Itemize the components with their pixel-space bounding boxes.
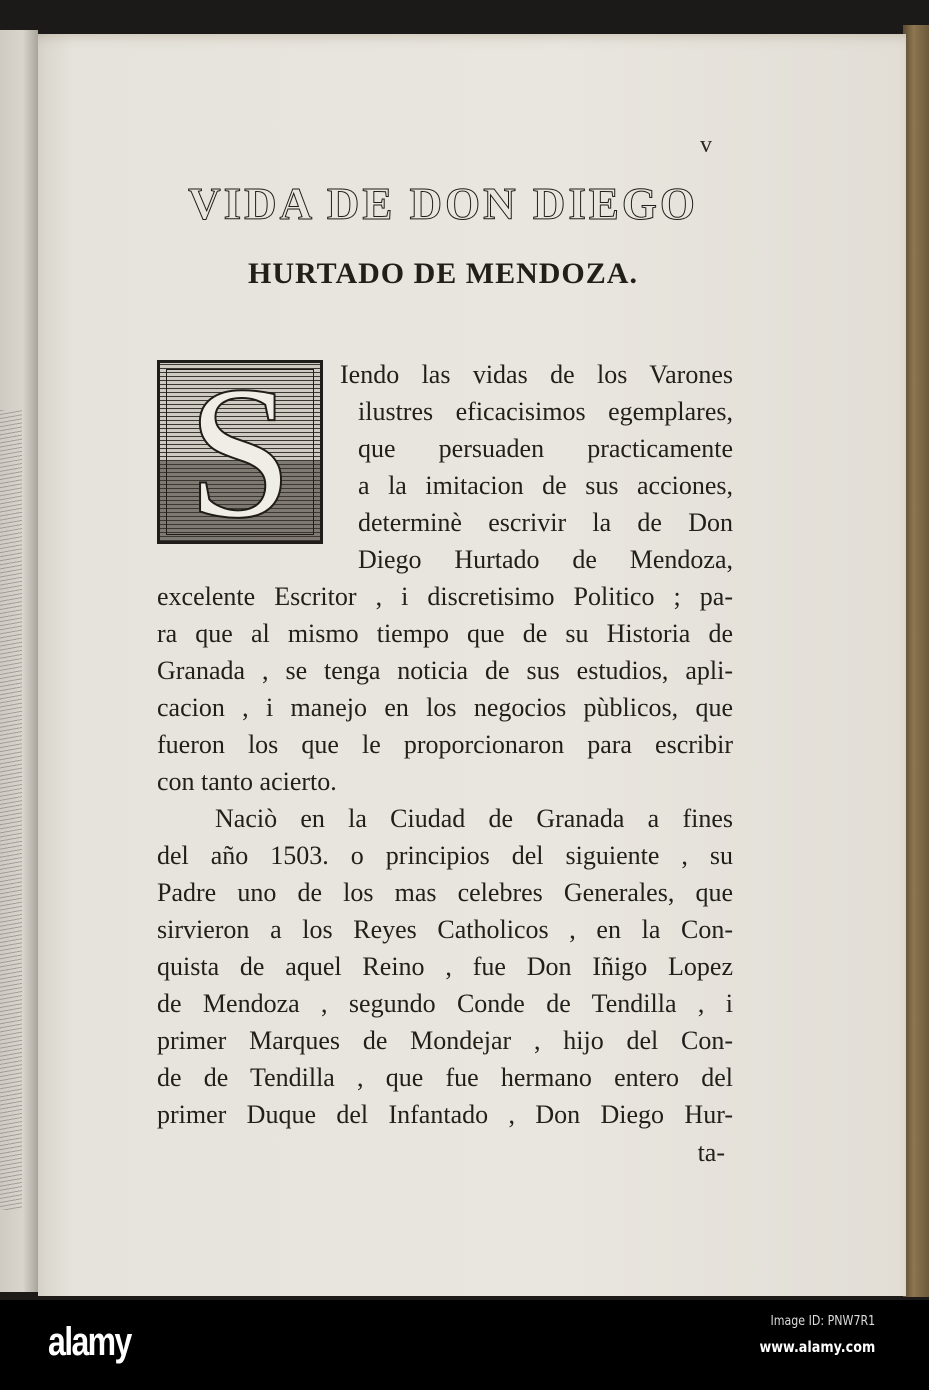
image-id: Image ID: PNW7R1 (770, 1314, 875, 1329)
text-line: Diego Hurtado de Mendoza, (358, 545, 733, 574)
text-line: primer Marques de Mondejar , hijo del Con- (157, 1026, 733, 1055)
text-line: primer Duque del Infantado , Don Diego Hur- (157, 1100, 733, 1129)
catchword: ta- (697, 1138, 725, 1167)
engraving-fragment (0, 410, 22, 1210)
alamy-logo: alamy (48, 1320, 131, 1364)
drop-cap-letter: S (187, 360, 293, 544)
page-title: VIDA DE DON DIEGO (188, 179, 698, 229)
site-url: www.alamy.com (759, 1338, 875, 1356)
text-line: de de Tendilla , que fue hermano entero del (157, 1063, 733, 1092)
text-line: cacion , i manejo en los negocios pùblicos, que (157, 693, 733, 722)
book-cover-edge (903, 25, 929, 1297)
text-line: a la imitacion de sus acciones, (358, 471, 733, 500)
footer-bar (0, 1300, 929, 1390)
text-line: Padre uno de los mas celebres Generales, que (157, 878, 733, 907)
text-line: que persuaden practicamente (358, 434, 733, 463)
text-line: ra que al mismo tiempo que de su Historia de (157, 619, 733, 648)
page-number: v (700, 132, 712, 158)
text-line: determinè escrivir la de Don (358, 508, 733, 537)
text-line: sirvieron a los Reyes Catholicos , en la Con- (157, 915, 733, 944)
text-line: de Mendoza , segundo Conde de Tendilla , i (157, 989, 733, 1018)
text-line: Granada , se tenga noticia de sus estudios, apli- (157, 656, 733, 685)
page-subtitle: HURTADO DE MENDOZA. (248, 257, 638, 290)
text-line: Naciò en la Ciudad de Granada a fines (215, 804, 733, 833)
text-line: del año 1503. o principios del siguiente , su (157, 841, 733, 870)
text-line: excelente Escritor , i discretisimo Politico ; pa- (157, 582, 733, 611)
text-line: quista de aquel Reino , fue Don Iñigo Lopez (157, 952, 733, 981)
text-line: con tanto acierto. (157, 767, 337, 796)
body-text (157, 356, 733, 1173)
facing-page-edge (0, 30, 38, 1292)
text-line: ilustres eficacisimos egemplares, (358, 397, 733, 426)
text-line: Iendo las vidas de los Varones (340, 360, 733, 389)
text-line: fueron los que le proporcionaron para escribir (157, 730, 733, 759)
